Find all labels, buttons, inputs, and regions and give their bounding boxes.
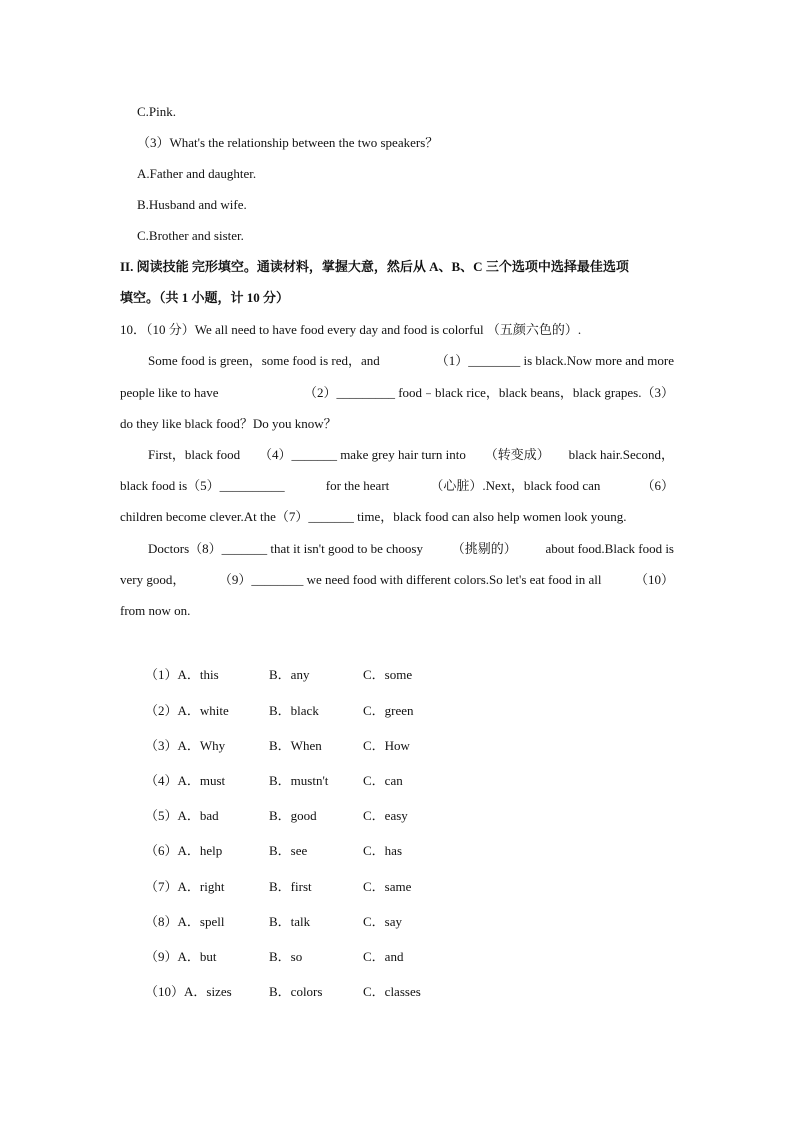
option-a: （9）A．but — [145, 949, 217, 964]
option-b: B．so — [269, 949, 303, 964]
option-a: （1）A．this — [145, 667, 219, 682]
prev-q3-option-b: B.Husband and wife. — [137, 197, 247, 212]
option-a: （10）A．sizes — [145, 984, 232, 999]
option-c: C．How — [363, 738, 410, 753]
passage-line-6: children become clever.At the（7）_______ time，black food can also help women look young. — [120, 509, 627, 524]
passage-line-3: do they like black food？Do you know？ — [120, 416, 337, 431]
passage-text: very good， — [120, 572, 186, 587]
passage-line-8 — [120, 571, 674, 589]
passage-text: black hair.Second， — [568, 447, 674, 462]
option-b: B．When — [269, 738, 322, 753]
option-a: （3）A．Why — [145, 738, 226, 753]
section-title-line2: 填空。（共 1 小题，计 10 分） — [120, 290, 290, 305]
passage-line-1 — [148, 352, 674, 370]
passage-text: （10） — [634, 572, 674, 587]
prev-q3-option-a: A.Father and daughter. — [137, 166, 257, 181]
option-b: B．first — [269, 879, 312, 894]
option-c: C．green — [363, 703, 414, 718]
option-c: C．same — [363, 879, 412, 894]
option-b: B．mustn't — [269, 773, 329, 788]
option-c: C．easy — [363, 808, 408, 823]
option-c: C．has — [363, 843, 403, 858]
passage-line-5 — [120, 477, 674, 495]
prev-q3-option-c: C.Brother and sister. — [137, 228, 244, 243]
passage-text: （挑剔的） — [451, 541, 517, 556]
option-c: C．and — [363, 949, 404, 964]
question-header: 10．（10 分）We all need to have food every day and food is colorful （五颜六色的）. — [120, 322, 582, 337]
prev-option-c: C.Pink. — [137, 104, 177, 119]
option-b: B．good — [269, 808, 317, 823]
option-a: （7）A．right — [145, 879, 225, 894]
passage-text: （2）_________ food﹣black rice，black beans，black grapes.（3） — [303, 385, 674, 400]
passage-line-9: from now on. — [120, 603, 191, 618]
passage-line-4 — [148, 446, 674, 464]
passage-text: （转变成） — [484, 447, 550, 462]
prev-question-3: （3）What's the relationship between the two speakers？ — [137, 135, 439, 150]
option-c: C．classes — [363, 984, 421, 999]
passage-text: （心脏）.Next，black food can — [430, 478, 601, 493]
passage-line-2 — [120, 384, 674, 402]
option-a: （8）A．spell — [145, 914, 225, 929]
passage-text: for the heart — [325, 478, 390, 493]
option-b: B．talk — [269, 914, 311, 929]
passage-text: about food.Black food is — [545, 541, 674, 556]
passage-text: Some food is green，some food is red，and — [148, 353, 380, 368]
passage-text: black food is（5）__________ — [120, 478, 285, 493]
option-a: （5）A．bad — [145, 808, 219, 823]
passage-text: First，black food — [148, 447, 241, 462]
option-c: C．can — [363, 773, 403, 788]
passage-text: （6） — [641, 478, 674, 493]
passage-text: （9）________ we need food with different colors.So let's eat food in all — [218, 572, 602, 587]
option-b: B．any — [269, 667, 310, 682]
option-b: B．black — [269, 703, 319, 718]
passage-text: people like to have — [120, 385, 219, 400]
passage-text: Doctors（8）_______ that it isn't good to be choosy — [148, 541, 423, 556]
option-a: （4）A．must — [145, 773, 226, 788]
option-b: B．colors — [269, 984, 323, 999]
passage-line-7 — [148, 540, 674, 558]
option-c: C．say — [363, 914, 403, 929]
option-c: C．some — [363, 667, 413, 682]
passage-text: （1）________ is black.Now more and more — [435, 353, 674, 368]
option-a: （2）A．white — [145, 703, 229, 718]
option-a: （6）A．help — [145, 843, 223, 858]
option-b: B．see — [269, 843, 308, 858]
passage-text: （4）_______ make grey hair turn into — [258, 447, 466, 462]
section-title-line1: II. 阅读技能 完形填空。通读材料，掌握大意，然后从 A、B、C 三个选项中选择最佳选项 — [120, 259, 629, 274]
